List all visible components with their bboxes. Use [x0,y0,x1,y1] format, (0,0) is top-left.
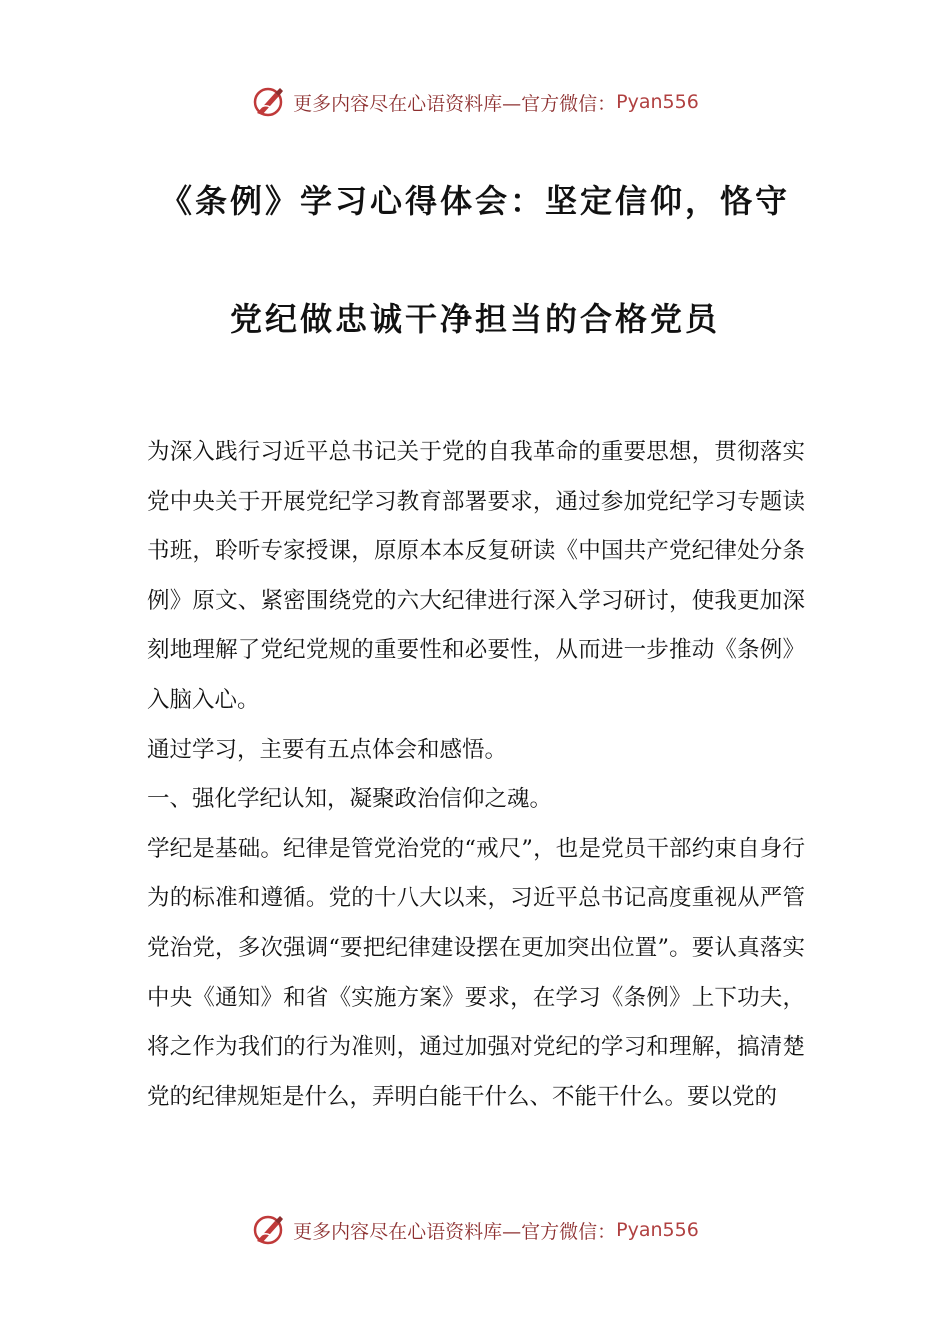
header-wechat-id: Pyan556 [616,91,699,113]
header-banner-text: 更多内容尽在心语资料库—官方微信： [293,92,617,115]
footer-banner-text: 更多内容尽在心语资料库—官方微信： [293,1220,617,1243]
pen-logo-icon [251,84,287,120]
footer-wechat-id: Pyan556 [616,1219,699,1241]
paragraph-section-1: 学纪是基础。纪律是管党治党的“戒尺”，也是党员干部约束自身行为的标准和遵循。党的十八大以来，习近平总书记高度重视从严管党治党，多次强调“要把纪律建设摆在更加突出位置”。要认真落实中央《通知》和省《实施方案》要求，在学习《条例》上下功夫，将之作为我们的行为准则，通过加强对党纪的学习和理解，搞清楚党的纪律规矩是什么，弄明白能干什么、不能干什么。要以党的 [147,835,805,1110]
pen-logo-icon [251,1212,287,1248]
footer-banner [0,1210,950,1250]
section-heading-1: 一、强化学纪认知，凝聚政治信仰之魂。 [147,786,553,813]
title-line-2: 党纪做忠诚干净担当的合格党员 [229,300,720,338]
article-body [147,428,805,1122]
paragraph-summary: 通过学习，主要有五点体会和感悟。 [147,736,508,763]
header-banner [0,82,950,122]
paragraph-intro: 为深入践行习近平总书记关于党的自我革命的重要思想，贯彻落实党中央关于开展党纪学习教育部署要求，通过参加党纪学习专题读书班，聆听专家授课，原原本本反复研读《中国共产党纪律处分条例》原文、紧密围绕党的六大纪律进行深入学习研讨，使我更加深刻地理解了党纪党规的重要性和必要性，从而进一步推动《条例》入脑入心。 [147,439,805,713]
title-line-1: 《条例》学习心得体会：坚定信仰，恪守 [159,182,790,220]
